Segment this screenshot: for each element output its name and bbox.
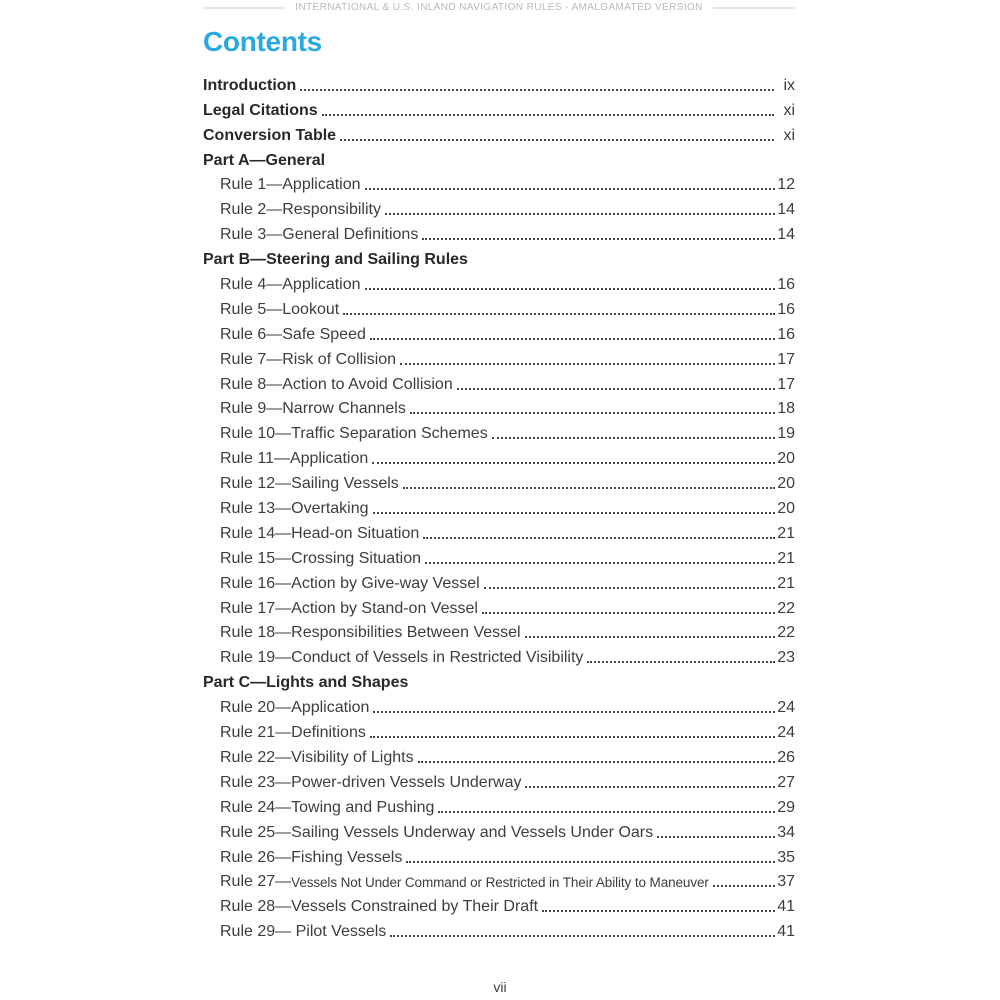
toc-entry-label: Rule 2—Responsibility xyxy=(220,201,381,219)
dot-leader xyxy=(385,213,775,215)
toc-page-number: 16 xyxy=(777,276,795,294)
toc-page-number: 14 xyxy=(777,226,795,244)
toc-entry xyxy=(203,867,795,892)
toc-entry-label: Rule 27— xyxy=(220,873,292,891)
toc-entry xyxy=(203,518,795,543)
dot-leader xyxy=(410,412,775,414)
toc-entry-label: Rule 25—Sailing Vessels Underway and Vessels Under Oars xyxy=(220,823,654,841)
toc-page-number: 21 xyxy=(777,549,795,567)
dot-leader xyxy=(406,861,775,863)
toc-page-number: 20 xyxy=(777,450,795,468)
toc-entry-label: Rule 17—Action by Stand-on Vessel xyxy=(220,599,478,617)
toc-page-number: 16 xyxy=(777,300,795,318)
page-title: Contents xyxy=(203,26,322,57)
toc-page-number: 29 xyxy=(777,798,795,816)
toc-entry-label: Legal Citations xyxy=(203,101,318,119)
toc-page-number: 14 xyxy=(777,201,795,219)
toc-entry-label: Rule 10—Traffic Separation Schemes xyxy=(220,425,488,443)
dot-leader xyxy=(713,885,775,887)
toc-page-number: 24 xyxy=(777,724,795,742)
toc-entry-label: Rule 21—Definitions xyxy=(220,724,366,742)
dot-leader xyxy=(372,462,775,464)
toc-entry xyxy=(203,170,795,195)
toc-entry xyxy=(203,394,795,419)
toc-entry-label: Rule 9—Narrow Channels xyxy=(220,400,406,418)
dot-leader xyxy=(300,89,774,91)
toc-entry xyxy=(203,443,795,468)
toc-entry xyxy=(203,95,795,120)
toc-entry-label: Rule 16—Action by Give-way Vessel xyxy=(220,574,480,592)
toc-entry-label: Rule 6—Safe Speed xyxy=(220,325,366,343)
toc-entry-label: Rule 22—Visibility of Lights xyxy=(220,748,414,766)
toc-entry xyxy=(203,319,795,344)
dot-leader xyxy=(400,363,775,365)
toc-entry xyxy=(203,269,795,294)
toc-page-number: 20 xyxy=(777,475,795,493)
toc-entry-label: Rule 12—Sailing Vessels xyxy=(220,475,399,493)
toc-entry-label: Rule 15—Crossing Situation xyxy=(220,549,421,567)
running-head-title: INTERNATIONAL & U.S. INLAND NAVIGATION RULES - AMALGAMATED VERSION xyxy=(295,2,703,13)
dot-leader xyxy=(340,139,774,141)
toc-page-number: 34 xyxy=(777,823,795,841)
toc-entry-label: Rule 13—Overtaking xyxy=(220,500,369,518)
toc-entry xyxy=(203,418,795,443)
dot-leader xyxy=(482,612,775,614)
toc-entry-label: Rule 4—Application xyxy=(220,276,361,294)
dot-leader xyxy=(492,437,776,439)
dot-leader xyxy=(403,487,775,489)
toc-entry-label: Rule 28—Vessels Constrained by Their Draft xyxy=(220,898,539,916)
toc-page-number: 22 xyxy=(777,624,795,642)
toc-page-number: 12 xyxy=(777,176,795,194)
toc-entry-label: Part C—Lights and Shapes xyxy=(203,674,409,692)
toc-entry-label: Rule 19—Conduct of Vessels in Restricted Visibility xyxy=(220,649,584,667)
toc-page-number: 23 xyxy=(777,649,795,667)
toc-entry xyxy=(203,792,795,817)
toc-entry-label: Introduction xyxy=(203,76,297,94)
dot-leader xyxy=(373,512,776,514)
toc-entry-label: Rule 14—Head-on Situation xyxy=(220,524,420,542)
dot-leader xyxy=(525,636,776,638)
dot-leader xyxy=(390,935,775,937)
toc-page-number: 21 xyxy=(777,524,795,542)
dot-leader xyxy=(657,836,775,838)
folio-page-number: vii xyxy=(493,979,507,995)
dot-leader xyxy=(365,188,776,190)
dot-leader xyxy=(343,313,775,315)
toc-page-number: 41 xyxy=(777,923,795,941)
toc-page-number: 37 xyxy=(777,873,795,891)
dot-leader xyxy=(373,711,775,713)
toc-page-number: 26 xyxy=(777,748,795,766)
dot-leader xyxy=(365,288,776,290)
toc-page-number: 18 xyxy=(777,400,795,418)
toc-entry xyxy=(203,543,795,568)
toc-entry xyxy=(203,344,795,369)
toc-part-heading xyxy=(203,145,795,170)
toc-entry-label: Rule 18—Responsibilities Between Vessel xyxy=(220,624,521,642)
dot-leader xyxy=(418,761,776,763)
toc-entry-label: Rule 29— Pilot Vessels xyxy=(220,923,387,941)
toc-page-number: xi xyxy=(783,126,795,144)
toc-entry xyxy=(203,817,795,842)
running-head xyxy=(203,2,795,13)
toc-entry-label: Part A—General xyxy=(203,151,326,169)
toc-page-number: 24 xyxy=(777,699,795,717)
toc-list xyxy=(203,70,795,941)
toc-entry-label: Rule 1—Application xyxy=(220,176,361,194)
toc-page-number: 20 xyxy=(777,500,795,518)
toc-entry xyxy=(203,194,795,219)
dot-leader xyxy=(423,537,775,539)
toc-page-number: 19 xyxy=(777,425,795,443)
dot-leader xyxy=(370,736,775,738)
toc-entry xyxy=(203,120,795,145)
toc-entry xyxy=(203,642,795,667)
toc-entry xyxy=(203,717,795,742)
toc-entry xyxy=(203,219,795,244)
dot-leader xyxy=(438,811,775,813)
toc-entry-label: Rule 5—Lookout xyxy=(220,300,340,318)
toc-entry xyxy=(203,593,795,618)
toc-page-number: 27 xyxy=(777,773,795,791)
toc-page-number: 17 xyxy=(777,375,795,393)
toc-page-number: 35 xyxy=(777,848,795,866)
toc-entry xyxy=(203,767,795,792)
toc-entry xyxy=(203,568,795,593)
dot-leader xyxy=(542,910,775,912)
dot-leader xyxy=(484,587,776,589)
toc-entry xyxy=(203,891,795,916)
toc-entry xyxy=(203,618,795,643)
toc-entry xyxy=(203,493,795,518)
toc-page-number: 41 xyxy=(777,898,795,916)
toc-entry xyxy=(203,294,795,319)
dot-leader xyxy=(525,786,775,788)
dot-leader xyxy=(587,661,775,663)
toc-entry xyxy=(203,70,795,95)
toc-entry-label: Rule 11—Application xyxy=(220,450,369,468)
toc-entry-label: Rule 3—General Definitions xyxy=(220,226,419,244)
toc-entry-label: Conversion Table xyxy=(203,126,337,144)
toc-entry xyxy=(203,468,795,493)
toc-page-number: 21 xyxy=(777,574,795,592)
toc-entry xyxy=(203,369,795,394)
toc-page-number: 16 xyxy=(777,325,795,343)
toc-part-heading xyxy=(203,667,795,692)
running-head-line-left xyxy=(203,7,285,9)
running-head-line-right xyxy=(713,7,795,9)
toc-page-number: 22 xyxy=(777,599,795,617)
toc-part-heading xyxy=(203,244,795,269)
dot-leader xyxy=(370,338,775,340)
toc-entry xyxy=(203,692,795,717)
toc-entry-label: Rule 8—Action to Avoid Collision xyxy=(220,375,453,393)
dot-leader xyxy=(457,388,775,390)
toc-entry xyxy=(203,742,795,767)
toc-entry-label: Rule 26—Fishing Vessels xyxy=(220,848,403,866)
toc-page-number: 17 xyxy=(777,350,795,368)
toc-page-number: ix xyxy=(783,76,795,94)
toc-entry xyxy=(203,842,795,867)
dot-leader xyxy=(322,114,775,116)
toc-entry xyxy=(203,916,795,941)
toc-entry-label: Rule 24—Towing and Pushing xyxy=(220,798,435,816)
dot-leader xyxy=(422,238,775,240)
toc-entry-label: Rule 20—Application xyxy=(220,699,370,717)
dot-leader xyxy=(425,562,775,564)
toc-entry-label-small: Vessels Not Under Command or Restricted in Their Ability to Maneuver xyxy=(291,875,709,891)
toc-entry-label: Rule 23—Power-driven Vessels Underway xyxy=(220,773,522,791)
toc-entry-label: Rule 7—Risk of Collision xyxy=(220,350,397,368)
toc-page-number: xi xyxy=(783,101,795,119)
toc-entry-label: Part B—Steering and Sailing Rules xyxy=(203,251,468,269)
